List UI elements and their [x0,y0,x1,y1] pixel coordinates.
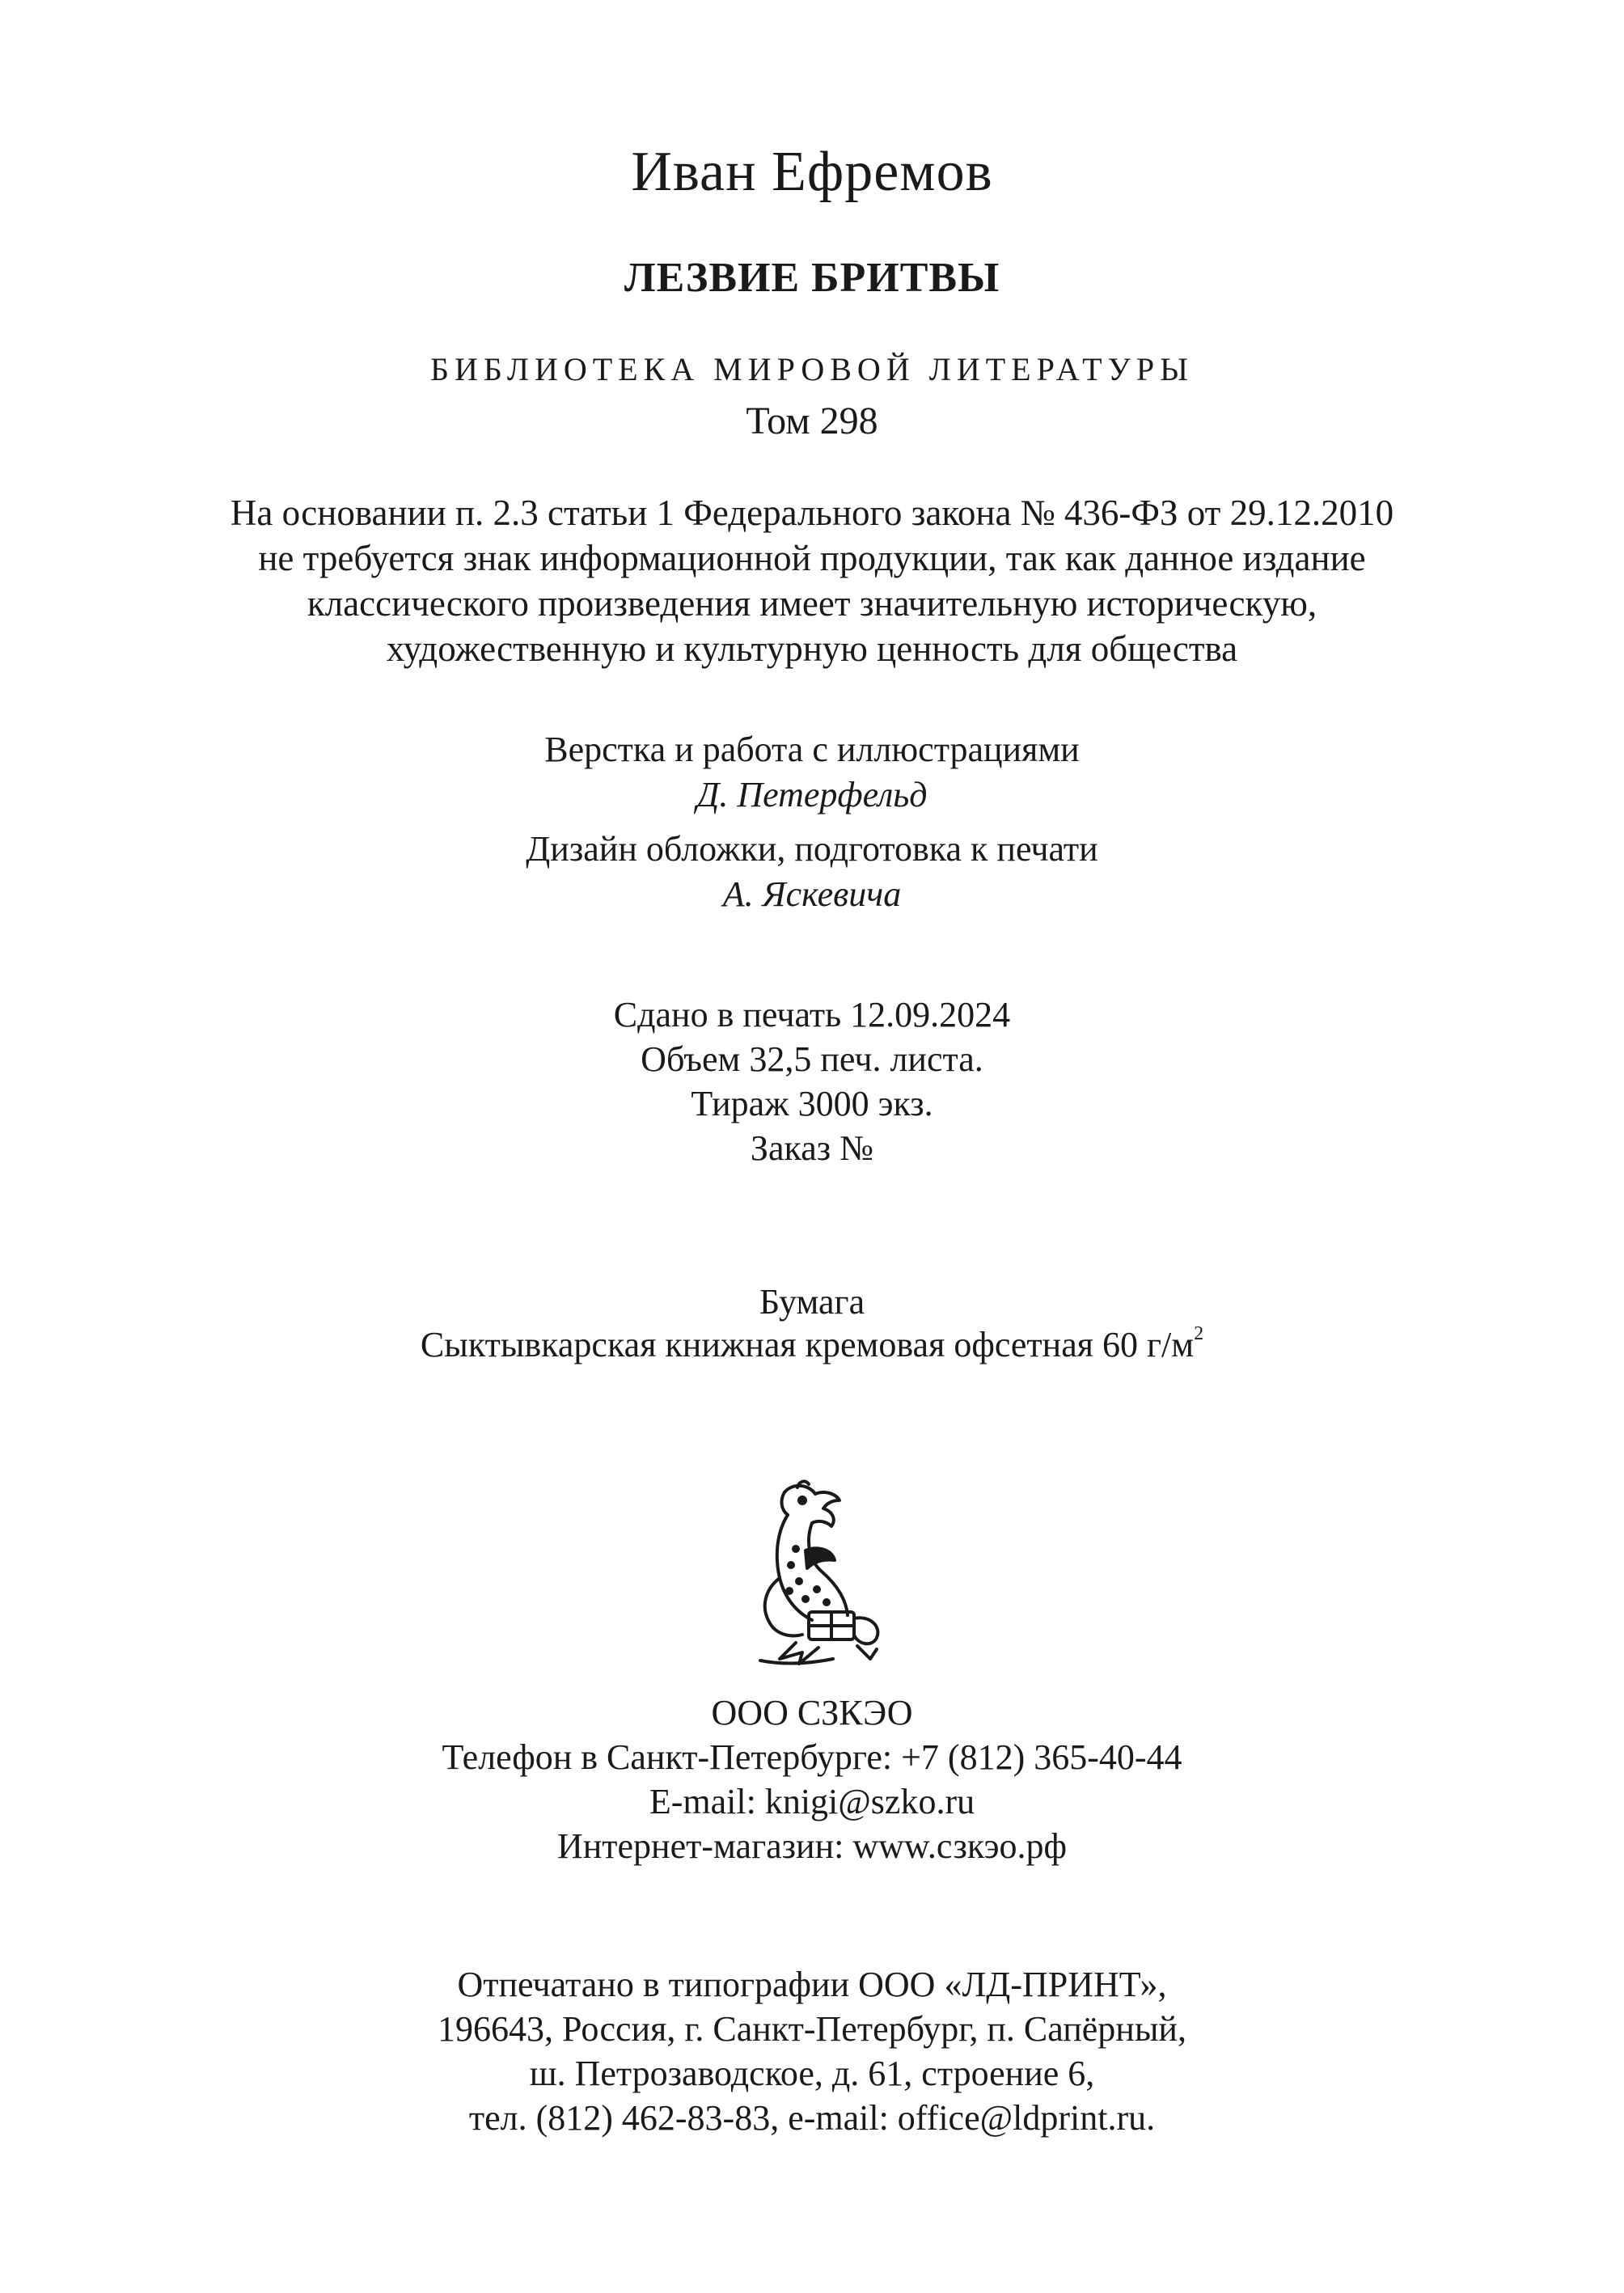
publisher-name: ООО СЗКЭО [711,1693,913,1732]
publisher-phone: Телефон в Санкт-Петербурге: +7 (812) 365-40-44 [442,1737,1182,1777]
paper-label: Бумага [759,1282,865,1322]
publisher-info [0,1695,1624,1873]
printer-line: тел. (812) 462-83-83, e-mail: office@ldprint.ru. [468,2098,1156,2138]
print-info-line: Заказ № [750,1128,874,1168]
print-info-line: Объем 32,5 печ. листа. [641,1039,983,1079]
printer-line: ш. Петрозаводское, д. 61, строение 6, [529,2054,1095,2093]
print-info [0,997,1624,1175]
paper-unit-exponent: 2 [1194,1323,1204,1344]
book-author: Иван Ефремов [631,141,993,203]
credit-name-cover: А. Яскевича [722,874,902,914]
legal-notice-line: На основании п. 2.3 статьи 1 Федерального закона № 436-ФЗ от 29.12.2010 [230,493,1394,533]
printer-info [0,1967,1624,2145]
legal-notice-line: классического произведения имеет значительную историческую, [307,583,1317,624]
credit-role-cover: Дизайн обложки, подготовка к печати [526,829,1098,869]
legal-notice-line: не требуется знак информационной продукции, так как данное издание [258,538,1366,578]
print-info-line: Тираж 3000 экз. [691,1084,933,1123]
credit-role-layout: Верстка и работа с иллюстрациями [544,730,1080,769]
print-info-line: Сдано в печать 12.09.2024 [613,995,1011,1034]
volume-number: Том 298 [746,400,878,442]
paper-description-text: Сыктывкарская книжная кремовая офсетная 60 г/м [420,1325,1195,1364]
griffin-emblem-icon [728,1476,906,1670]
legal-notice-line: художественную и культурную ценность для общества [386,628,1238,669]
series-name: БИБЛИОТЕКА МИРОВОЙ ЛИТЕРАТУРЫ [430,351,1194,387]
credit-name-layout: Д. Петерфельд [696,775,928,814]
printer-line: Отпечатано в типографии ООО «ЛД-ПРИНТ», [457,1965,1167,2004]
publisher-email: E-mail: knigi@szko.ru [649,1782,975,1821]
printer-line: 196643, Россия, г. Санкт-Петербург, п. Сапёрный, [438,2009,1186,2049]
book-title: ЛЕЗВИЕ БРИТВЫ [624,255,1000,301]
legal-notice [0,495,1624,676]
publisher-web-shop: Интернет-магазин: www.сзкэо.рф [556,1826,1068,1866]
paper-description [0,1323,1624,1364]
